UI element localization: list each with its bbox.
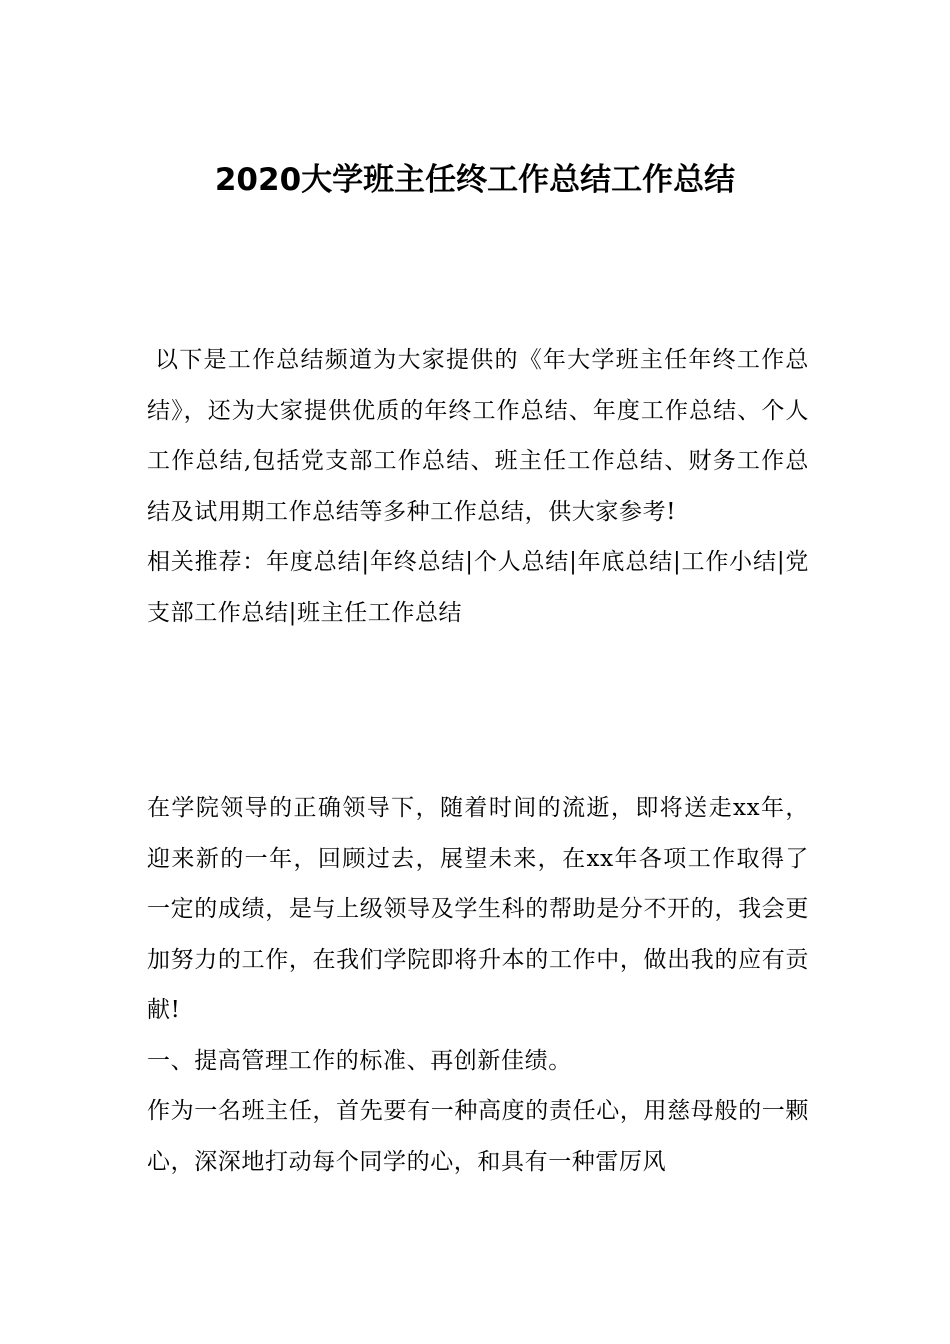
body-section xyxy=(147,783,809,1187)
document-title: 2020大学班主任终工作总结工作总结 xyxy=(214,162,736,198)
body-paragraph: 在学院领导的正确领导下，随着时间的流逝，即将送走xx年，迎来新的一年，回顾过去，展望未来，在xx年各项工作取得了一定的成绩，是与上级领导及学生科的帮助是分不开的，我会更加努力的工作，在我们学院即将升本的工作中，做出我的应有贡献! xyxy=(147,795,809,1023)
body-paragraph: 作为一名班主任，首先要有一种高度的责任心，用慈母般的一颗心，深深地打动每个同学的心，和具有一种雷厉风 xyxy=(147,1098,809,1175)
section-heading: 一、提高管理工作的标准、再创新佳绩。 xyxy=(147,1047,572,1074)
related-recommendations: 相关推荐：年度总结|年终总结|个人总结|年底总结|工作小结|党支部工作总结|班主任工作总结 xyxy=(147,549,809,626)
intro-paragraph: 以下是工作总结频道为大家提供的《年大学班主任年终工作总结》，还为大家提供优质的年终工作总结、年度工作总结、个人工作总结,包括党支部工作总结、班主任工作总结、财务工作总结及试用期工作总结等多种工作总结，供大家参考! xyxy=(147,347,809,525)
intro-section xyxy=(147,335,809,638)
